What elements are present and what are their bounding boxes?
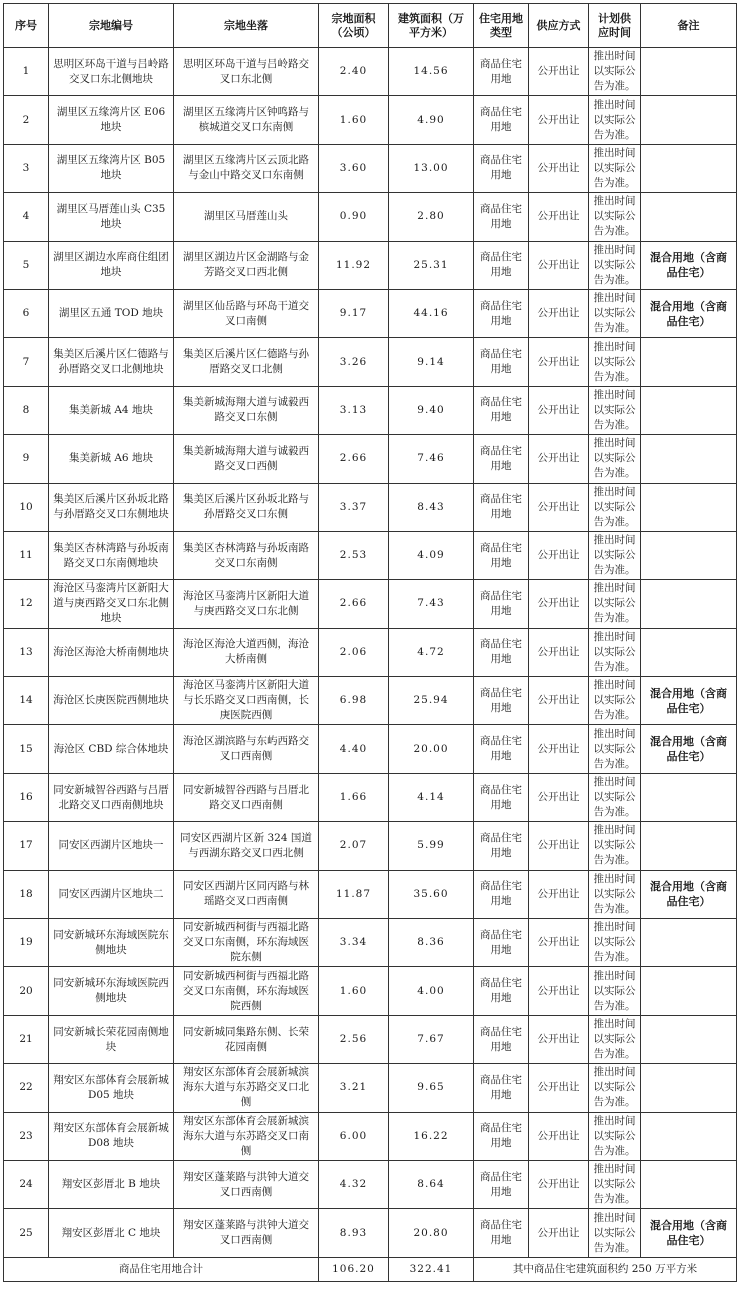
cell-no: 17 [4, 822, 49, 870]
table-row [4, 48, 737, 96]
cell-location: 湖里区湖边片区金湖路与金芳路交叉口西北侧 [174, 241, 319, 289]
cell-note [641, 435, 737, 483]
cell-code: 湖里区五缘湾片区 E06 地块 [49, 96, 174, 144]
cell-supply: 公开出让 [529, 1064, 589, 1112]
cell-build-area: 4.14 [389, 773, 474, 821]
cell-note [641, 967, 737, 1015]
cell-area: 1.60 [319, 967, 389, 1015]
cell-no: 15 [4, 725, 49, 773]
cell-no: 21 [4, 1015, 49, 1063]
cell-supply: 公开出让 [529, 435, 589, 483]
table-row [4, 144, 737, 192]
cell-location: 同安新城同集路东侧、长荣花园南侧 [174, 1015, 319, 1063]
cell-no: 18 [4, 870, 49, 918]
cell-location: 集美区杏林湾路与孙坂南路交叉口东南侧 [174, 531, 319, 579]
cell-build-area: 25.31 [389, 241, 474, 289]
cell-location: 翔安区东部体育会展新城滨海东大道与东苏路交叉口南侧 [174, 1112, 319, 1160]
cell-land-type: 商品住宅用地 [474, 531, 529, 579]
header-note: 备注 [641, 4, 737, 48]
cell-code: 同安区西湖片区地块一 [49, 822, 174, 870]
header-row [4, 4, 737, 48]
cell-land-type: 商品住宅用地 [474, 1209, 529, 1257]
cell-time: 推出时间以实际公告为准。 [589, 48, 641, 96]
cell-time: 推出时间以实际公告为准。 [589, 870, 641, 918]
cell-location: 翔安区蓬莱路与洪钟大道交叉口西南侧 [174, 1160, 319, 1208]
cell-location: 同安新城西柯街与西福北路交叉口东南侧，环东海域医院东侧 [174, 919, 319, 967]
cell-area: 6.98 [319, 677, 389, 725]
cell-build-area: 14.56 [389, 48, 474, 96]
cell-no: 1 [4, 48, 49, 96]
cell-land-type: 商品住宅用地 [474, 435, 529, 483]
cell-land-type: 商品住宅用地 [474, 144, 529, 192]
cell-time: 推出时间以实际公告为准。 [589, 289, 641, 337]
cell-supply: 公开出让 [529, 1209, 589, 1257]
cell-no: 24 [4, 1160, 49, 1208]
cell-area: 4.32 [319, 1160, 389, 1208]
cell-time: 推出时间以实际公告为准。 [589, 628, 641, 676]
cell-no: 13 [4, 628, 49, 676]
cell-area: 3.60 [319, 144, 389, 192]
cell-no: 23 [4, 1112, 49, 1160]
cell-land-type: 商品住宅用地 [474, 289, 529, 337]
cell-time: 推出时间以实际公告为准。 [589, 1160, 641, 1208]
cell-code: 湖里区马厝莲山头 C35 地块 [49, 193, 174, 241]
cell-supply: 公开出让 [529, 289, 589, 337]
table-row [4, 919, 737, 967]
cell-note [641, 48, 737, 96]
cell-supply: 公开出让 [529, 725, 589, 773]
cell-supply: 公开出让 [529, 1160, 589, 1208]
cell-area: 2.56 [319, 1015, 389, 1063]
cell-area: 2.66 [319, 435, 389, 483]
cell-time: 推出时间以实际公告为准。 [589, 338, 641, 386]
cell-build-area: 20.80 [389, 1209, 474, 1257]
cell-area: 2.40 [319, 48, 389, 96]
cell-land-type: 商品住宅用地 [474, 580, 529, 628]
cell-supply: 公开出让 [529, 241, 589, 289]
cell-location: 海沧区马銮湾片区新阳大道与长乐路交叉口西南侧，长庚医院西侧 [174, 677, 319, 725]
cell-area: 3.21 [319, 1064, 389, 1112]
header-area: 宗地面积（公顷） [319, 4, 389, 48]
cell-area: 4.40 [319, 725, 389, 773]
cell-note [641, 483, 737, 531]
cell-supply: 公开出让 [529, 96, 589, 144]
cell-note [641, 96, 737, 144]
total-row [4, 1257, 737, 1281]
cell-land-type: 商品住宅用地 [474, 822, 529, 870]
cell-time: 推出时间以实际公告为准。 [589, 967, 641, 1015]
cell-supply: 公开出让 [529, 628, 589, 676]
cell-note [641, 822, 737, 870]
cell-time: 推出时间以实际公告为准。 [589, 1064, 641, 1112]
table-row [4, 580, 737, 628]
cell-supply: 公开出让 [529, 822, 589, 870]
cell-area: 8.93 [319, 1209, 389, 1257]
cell-note [641, 773, 737, 821]
land-supply-table [3, 3, 737, 1282]
cell-note: 混合用地（含商品住宅） [641, 725, 737, 773]
cell-note [641, 1064, 737, 1112]
cell-supply: 公开出让 [529, 677, 589, 725]
cell-location: 翔安区东部体育会展新城滨海东大道与东苏路交叉口北侧 [174, 1064, 319, 1112]
cell-note [641, 1015, 737, 1063]
cell-area: 9.17 [319, 289, 389, 337]
cell-build-area: 44.16 [389, 289, 474, 337]
cell-area: 2.06 [319, 628, 389, 676]
header-build-area: 建筑面积（万平方米） [389, 4, 474, 48]
cell-location: 同安新城西柯街与西福北路交叉口东南侧，环东海域医院西侧 [174, 967, 319, 1015]
cell-land-type: 商品住宅用地 [474, 919, 529, 967]
header-location: 宗地坐落 [174, 4, 319, 48]
cell-no: 3 [4, 144, 49, 192]
cell-land-type: 商品住宅用地 [474, 386, 529, 434]
cell-location: 湖里区五缘湾片区钟鸣路与槟城道交叉口东南侧 [174, 96, 319, 144]
cell-location: 湖里区马厝莲山头 [174, 193, 319, 241]
cell-area: 11.92 [319, 241, 389, 289]
cell-no: 2 [4, 96, 49, 144]
total-label: 商品住宅用地合计 [4, 1257, 319, 1281]
cell-location: 集美新城海翔大道与诚毅西路交叉口东侧 [174, 386, 319, 434]
cell-note: 混合用地（含商品住宅） [641, 1209, 737, 1257]
cell-supply: 公开出让 [529, 531, 589, 579]
cell-build-area: 4.90 [389, 96, 474, 144]
cell-note [641, 919, 737, 967]
cell-no: 25 [4, 1209, 49, 1257]
cell-area: 1.66 [319, 773, 389, 821]
cell-build-area: 8.43 [389, 483, 474, 531]
cell-note: 混合用地（含商品住宅） [641, 870, 737, 918]
cell-time: 推出时间以实际公告为准。 [589, 919, 641, 967]
cell-no: 10 [4, 483, 49, 531]
cell-location: 集美新城海翔大道与诚毅西路交叉口西侧 [174, 435, 319, 483]
cell-note: 混合用地（含商品住宅） [641, 289, 737, 337]
cell-area: 2.66 [319, 580, 389, 628]
table-row [4, 870, 737, 918]
cell-build-area: 7.46 [389, 435, 474, 483]
cell-time: 推出时间以实际公告为准。 [589, 483, 641, 531]
table-row [4, 531, 737, 579]
cell-location: 海沧区海沧大道西侧，海沧大桥南侧 [174, 628, 319, 676]
cell-build-area: 35.60 [389, 870, 474, 918]
cell-code: 同安新城长荣花园南侧地块 [49, 1015, 174, 1063]
cell-no: 11 [4, 531, 49, 579]
cell-no: 6 [4, 289, 49, 337]
cell-no: 20 [4, 967, 49, 1015]
cell-code: 海沧区海沧大桥南侧地块 [49, 628, 174, 676]
cell-build-area: 8.64 [389, 1160, 474, 1208]
cell-supply: 公开出让 [529, 870, 589, 918]
header-no: 序号 [4, 4, 49, 48]
header-supply: 供应方式 [529, 4, 589, 48]
cell-code: 同安新城环东海域医院西侧地块 [49, 967, 174, 1015]
cell-land-type: 商品住宅用地 [474, 967, 529, 1015]
cell-no: 19 [4, 919, 49, 967]
cell-build-area: 7.67 [389, 1015, 474, 1063]
cell-time: 推出时间以实际公告为准。 [589, 531, 641, 579]
cell-note [641, 1112, 737, 1160]
cell-no: 5 [4, 241, 49, 289]
cell-code: 海沧区长庚医院西侧地块 [49, 677, 174, 725]
cell-supply: 公开出让 [529, 580, 589, 628]
cell-supply: 公开出让 [529, 1112, 589, 1160]
cell-code: 同安区西湖片区地块二 [49, 870, 174, 918]
cell-note: 混合用地（含商品住宅） [641, 677, 737, 725]
table-row [4, 725, 737, 773]
cell-code: 翔安区东部体育会展新城 D08 地块 [49, 1112, 174, 1160]
cell-area: 0.90 [319, 193, 389, 241]
total-area: 106.20 [319, 1257, 389, 1281]
header-time: 计划供应时间 [589, 4, 641, 48]
cell-supply: 公开出让 [529, 144, 589, 192]
cell-supply: 公开出让 [529, 773, 589, 821]
header-land-type: 住宅用地类型 [474, 4, 529, 48]
cell-supply: 公开出让 [529, 193, 589, 241]
cell-build-area: 9.14 [389, 338, 474, 386]
cell-land-type: 商品住宅用地 [474, 677, 529, 725]
cell-area: 2.53 [319, 531, 389, 579]
table-row [4, 193, 737, 241]
table-row [4, 677, 737, 725]
cell-code: 集美区杏林湾路与孙坂南路交叉口东南侧地块 [49, 531, 174, 579]
cell-no: 16 [4, 773, 49, 821]
cell-note [641, 531, 737, 579]
table-row [4, 338, 737, 386]
cell-time: 推出时间以实际公告为准。 [589, 725, 641, 773]
cell-code: 集美新城 A4 地块 [49, 386, 174, 434]
cell-code: 海沧区 CBD 综合体地块 [49, 725, 174, 773]
cell-build-area: 20.00 [389, 725, 474, 773]
table-row [4, 1160, 737, 1208]
cell-build-area: 4.09 [389, 531, 474, 579]
table-row [4, 773, 737, 821]
cell-land-type: 商品住宅用地 [474, 48, 529, 96]
cell-no: 14 [4, 677, 49, 725]
cell-location: 海沧区湖滨路与东屿西路交叉口西南侧 [174, 725, 319, 773]
cell-land-type: 商品住宅用地 [474, 773, 529, 821]
cell-land-type: 商品住宅用地 [474, 96, 529, 144]
cell-code: 湖里区湖边水库商住组团地块 [49, 241, 174, 289]
cell-build-area: 9.65 [389, 1064, 474, 1112]
table-row [4, 1064, 737, 1112]
cell-build-area: 2.80 [389, 193, 474, 241]
cell-time: 推出时间以实际公告为准。 [589, 241, 641, 289]
cell-location: 集美区后溪片区孙坂北路与孙厝路交叉口东侧 [174, 483, 319, 531]
cell-location: 海沧区马銮湾片区新阳大道与庚西路交叉口东北侧 [174, 580, 319, 628]
cell-area: 3.26 [319, 338, 389, 386]
cell-supply: 公开出让 [529, 48, 589, 96]
cell-note [641, 386, 737, 434]
cell-code: 同安新城智谷西路与吕厝北路交叉口西南侧地块 [49, 773, 174, 821]
table-row [4, 1112, 737, 1160]
cell-supply: 公开出让 [529, 386, 589, 434]
cell-build-area: 7.43 [389, 580, 474, 628]
cell-time: 推出时间以实际公告为准。 [589, 435, 641, 483]
cell-location: 湖里区五缘湾片区云顶北路与金山中路交叉口东南侧 [174, 144, 319, 192]
cell-note [641, 580, 737, 628]
header-code: 宗地编号 [49, 4, 174, 48]
cell-land-type: 商品住宅用地 [474, 1064, 529, 1112]
cell-land-type: 商品住宅用地 [474, 628, 529, 676]
cell-area: 3.13 [319, 386, 389, 434]
cell-supply: 公开出让 [529, 1015, 589, 1063]
cell-code: 思明区环岛干道与吕岭路交叉口东北侧地块 [49, 48, 174, 96]
cell-area: 3.37 [319, 483, 389, 531]
table-row [4, 1209, 737, 1257]
cell-no: 9 [4, 435, 49, 483]
cell-time: 推出时间以实际公告为准。 [589, 1209, 641, 1257]
table-row [4, 822, 737, 870]
cell-note: 混合用地（含商品住宅） [641, 241, 737, 289]
cell-time: 推出时间以实际公告为准。 [589, 1015, 641, 1063]
table-row [4, 289, 737, 337]
cell-note [641, 193, 737, 241]
table-row [4, 483, 737, 531]
table-row [4, 1015, 737, 1063]
cell-supply: 公开出让 [529, 919, 589, 967]
cell-time: 推出时间以实际公告为准。 [589, 822, 641, 870]
cell-land-type: 商品住宅用地 [474, 241, 529, 289]
cell-note [641, 1160, 737, 1208]
cell-location: 湖里区仙岳路与环岛干道交叉口南侧 [174, 289, 319, 337]
cell-code: 同安新城环东海域医院东侧地块 [49, 919, 174, 967]
cell-code: 海沧区马銮湾片区新阳大道与庚西路交叉口东北侧地块 [49, 580, 174, 628]
cell-time: 推出时间以实际公告为准。 [589, 193, 641, 241]
cell-time: 推出时间以实际公告为准。 [589, 773, 641, 821]
cell-supply: 公开出让 [529, 967, 589, 1015]
cell-build-area: 16.22 [389, 1112, 474, 1160]
cell-area: 11.87 [319, 870, 389, 918]
cell-no: 22 [4, 1064, 49, 1112]
cell-no: 7 [4, 338, 49, 386]
table-row [4, 386, 737, 434]
table-row [4, 967, 737, 1015]
cell-land-type: 商品住宅用地 [474, 1160, 529, 1208]
cell-time: 推出时间以实际公告为准。 [589, 677, 641, 725]
cell-land-type: 商品住宅用地 [474, 1112, 529, 1160]
cell-no: 8 [4, 386, 49, 434]
cell-code: 集美新城 A6 地块 [49, 435, 174, 483]
cell-location: 翔安区蓬莱路与洪钟大道交叉口西南侧 [174, 1209, 319, 1257]
cell-build-area: 9.40 [389, 386, 474, 434]
cell-note [641, 338, 737, 386]
cell-location: 同安区西湖片区新 324 国道与西湖东路交叉口西北侧 [174, 822, 319, 870]
cell-code: 湖里区五通 TOD 地块 [49, 289, 174, 337]
cell-land-type: 商品住宅用地 [474, 870, 529, 918]
cell-land-type: 商品住宅用地 [474, 338, 529, 386]
total-build-area: 322.41 [389, 1257, 474, 1281]
total-note: 其中商品住宅建筑面积约 250 万平方米 [474, 1257, 737, 1281]
cell-land-type: 商品住宅用地 [474, 193, 529, 241]
cell-location: 集美区后溪片区仁德路与孙厝路交叉口北侧 [174, 338, 319, 386]
cell-land-type: 商品住宅用地 [474, 1015, 529, 1063]
cell-build-area: 25.94 [389, 677, 474, 725]
cell-land-type: 商品住宅用地 [474, 725, 529, 773]
cell-note [641, 144, 737, 192]
cell-time: 推出时间以实际公告为准。 [589, 96, 641, 144]
cell-build-area: 4.72 [389, 628, 474, 676]
cell-code: 翔安区彭厝北 C 地块 [49, 1209, 174, 1257]
cell-time: 推出时间以实际公告为准。 [589, 580, 641, 628]
cell-code: 集美区后溪片区仁德路与孙厝路交叉口北侧地块 [49, 338, 174, 386]
cell-location: 同安区西湖片区同丙路与林瑶路交叉口西南侧 [174, 870, 319, 918]
cell-code: 翔安区东部体育会展新城 D05 地块 [49, 1064, 174, 1112]
cell-time: 推出时间以实际公告为准。 [589, 1112, 641, 1160]
cell-build-area: 8.36 [389, 919, 474, 967]
cell-supply: 公开出让 [529, 338, 589, 386]
cell-build-area: 4.00 [389, 967, 474, 1015]
cell-land-type: 商品住宅用地 [474, 483, 529, 531]
cell-note [641, 628, 737, 676]
cell-supply: 公开出让 [529, 483, 589, 531]
table-row [4, 241, 737, 289]
cell-code: 集美区后溪片区孙坂北路与孙厝路交叉口东侧地块 [49, 483, 174, 531]
table-body [4, 48, 737, 1282]
cell-no: 4 [4, 193, 49, 241]
cell-code: 翔安区彭厝北 B 地块 [49, 1160, 174, 1208]
cell-build-area: 5.99 [389, 822, 474, 870]
cell-time: 推出时间以实际公告为准。 [589, 144, 641, 192]
cell-code: 湖里区五缘湾片区 B05 地块 [49, 144, 174, 192]
cell-no: 12 [4, 580, 49, 628]
cell-location: 思明区环岛干道与吕岭路交叉口东北侧 [174, 48, 319, 96]
table-row [4, 435, 737, 483]
cell-build-area: 13.00 [389, 144, 474, 192]
table-row [4, 628, 737, 676]
cell-area: 1.60 [319, 96, 389, 144]
cell-area: 6.00 [319, 1112, 389, 1160]
cell-area: 2.07 [319, 822, 389, 870]
cell-location: 同安新城智谷西路与吕厝北路交叉口西南侧 [174, 773, 319, 821]
cell-time: 推出时间以实际公告为准。 [589, 386, 641, 434]
table-row [4, 96, 737, 144]
cell-area: 3.34 [319, 919, 389, 967]
